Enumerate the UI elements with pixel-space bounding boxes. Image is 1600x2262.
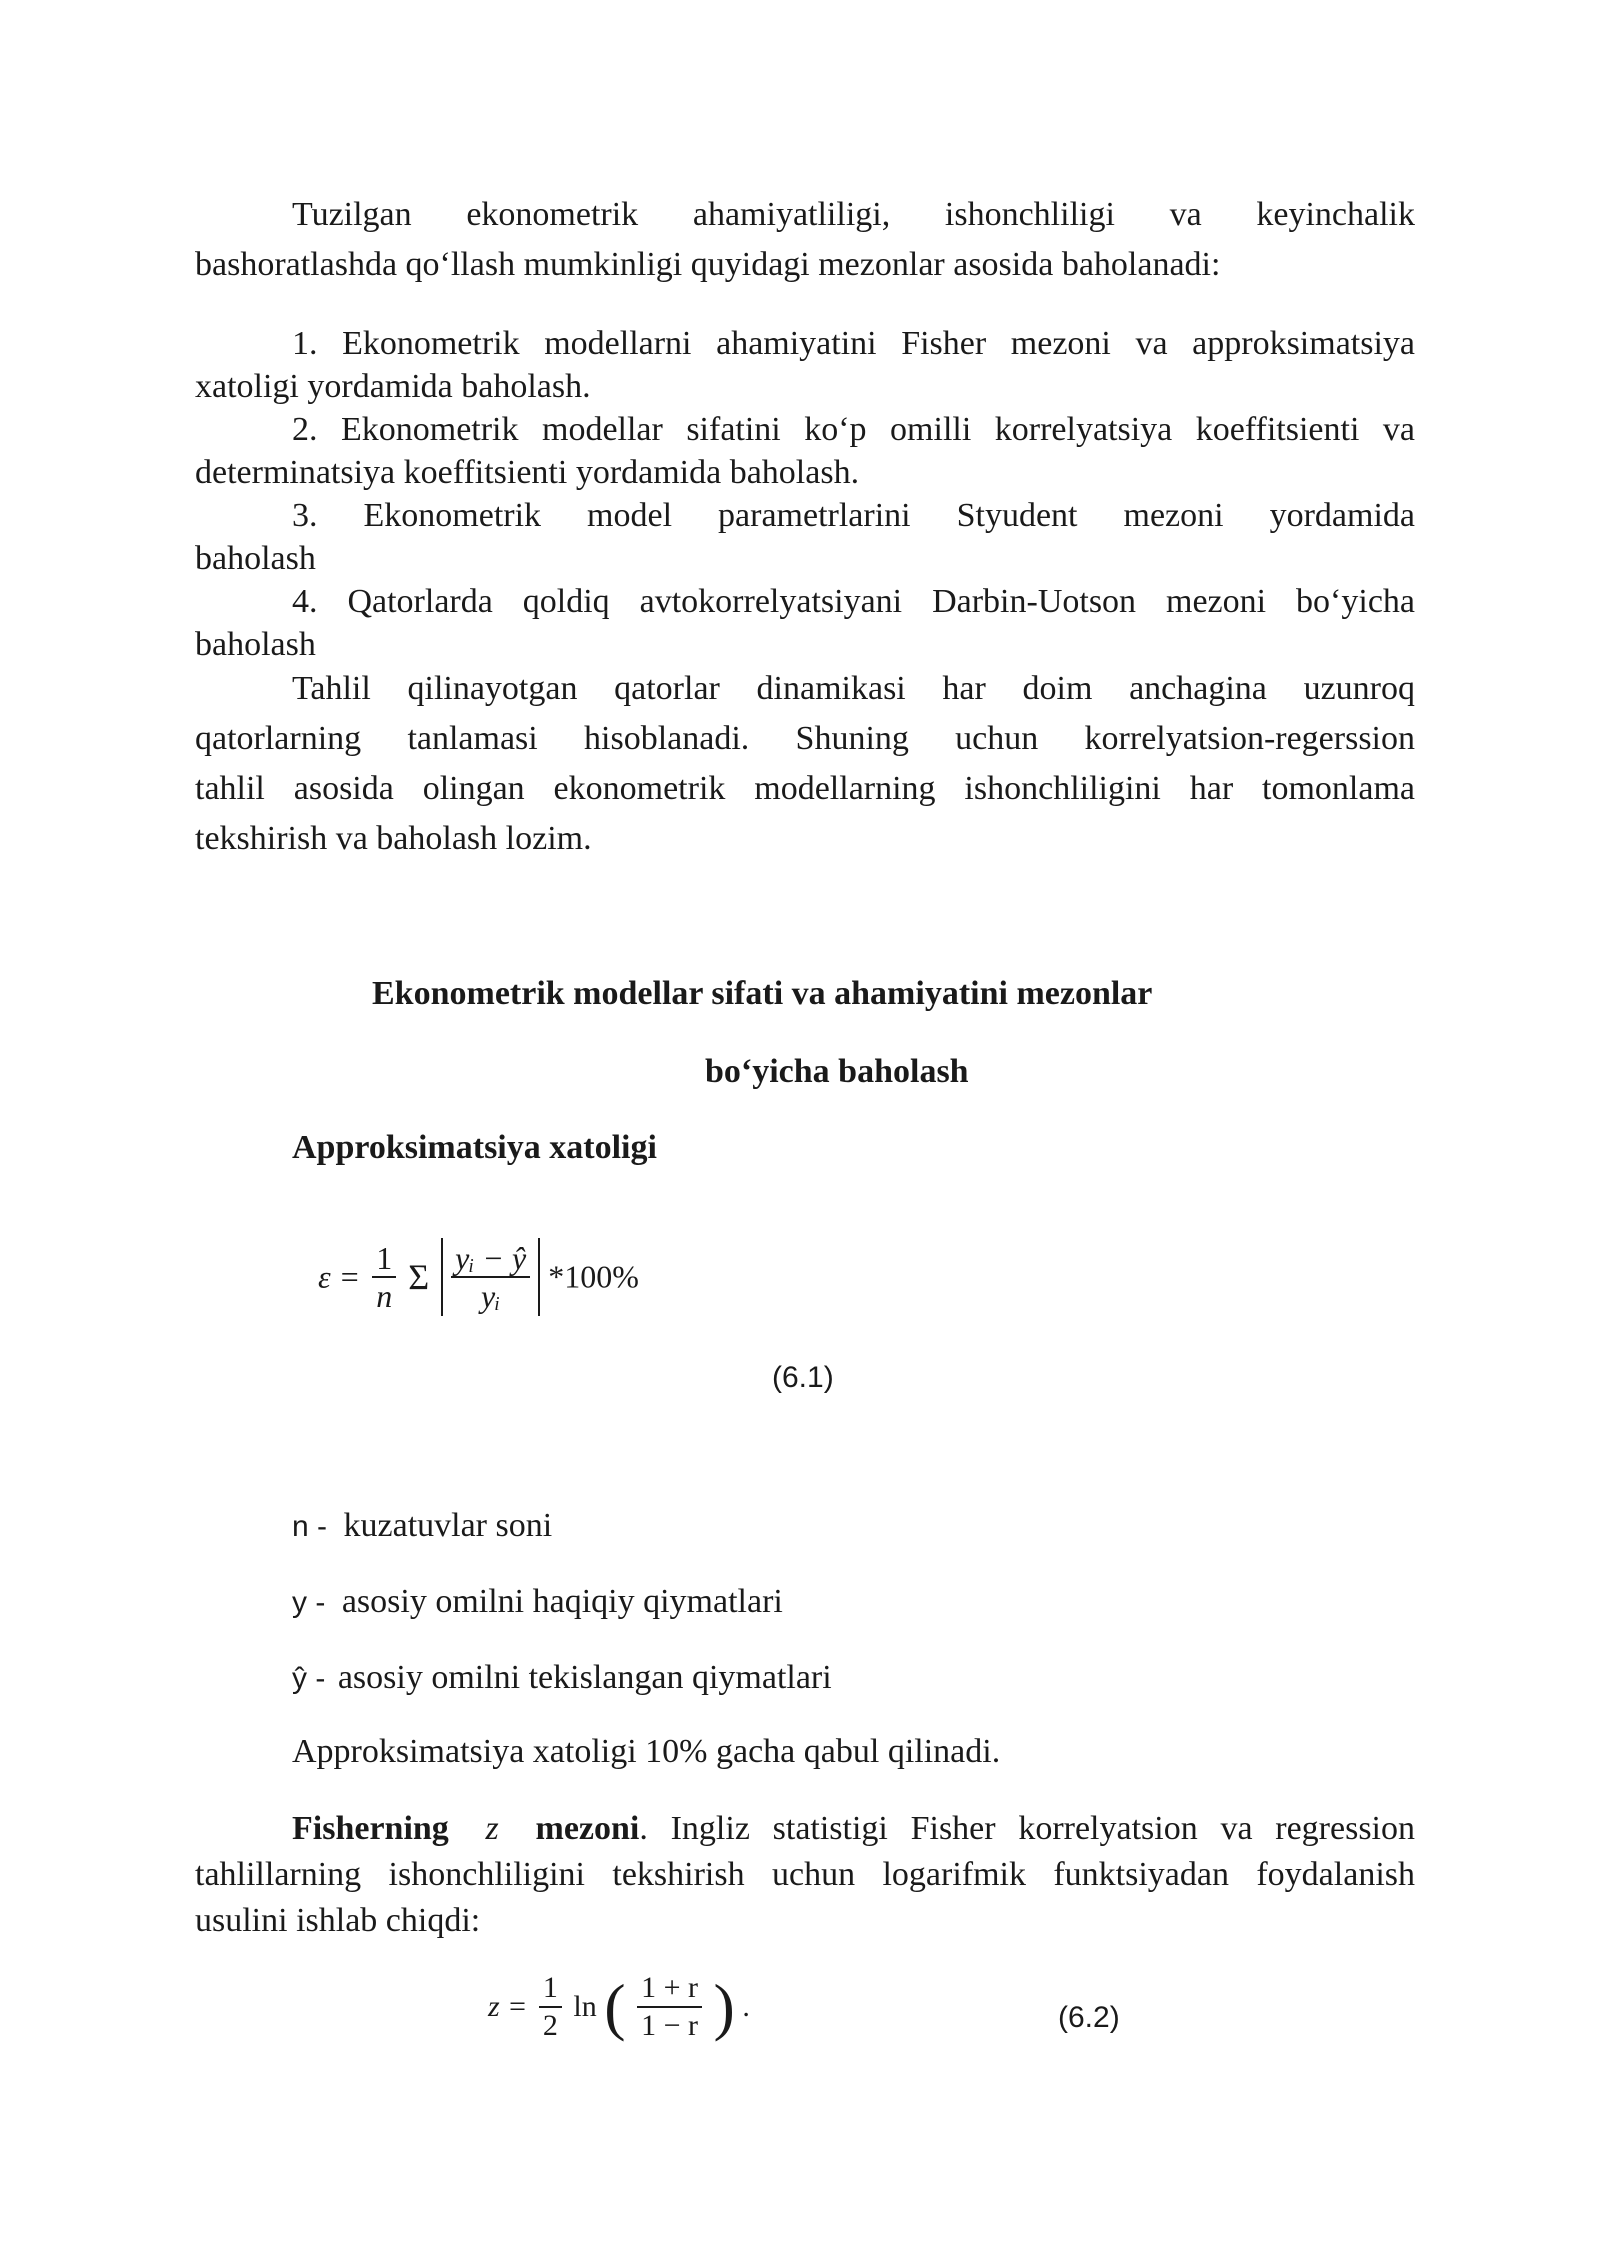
list-item — [195, 580, 1415, 666]
intro-paragraph — [195, 190, 1415, 290]
list-item — [195, 322, 1415, 408]
list-item-line: determinatsiya koeffitsienti yordamida baholash. — [195, 454, 860, 491]
analysis-line-1: Tahlil qilinayotgan qatorlar dinamikasi har doim anchagina uzunroq — [292, 670, 1415, 707]
list-item — [195, 408, 1415, 494]
list-item-line: baholash — [195, 540, 316, 577]
inner-numerator: 1 + r — [637, 1970, 702, 2008]
list-item — [195, 494, 1415, 580]
analysis-paragraph — [195, 664, 1415, 864]
inner-denominator: 1 − r — [641, 2009, 698, 2042]
list-item-line: baholash — [195, 626, 316, 663]
sigma-symbol: Σ — [408, 1257, 430, 1297]
fraction-denominator: n — [376, 1278, 393, 1314]
definition-symbol: y - — [292, 1586, 326, 1619]
formula-fraction — [539, 1970, 562, 2044]
formula-lhs: z = — [488, 1990, 528, 2023]
inner-denominator: yᵢ — [481, 1278, 501, 1314]
intro-line-1: Tuzilgan ekonometrik ahamiyatliligi, ishonchliligi va keyinchalik — [292, 196, 1415, 233]
definition-symbol: ŷ - — [292, 1662, 326, 1695]
formula-fraction — [372, 1240, 396, 1314]
formula-number-6-1: (6.1) — [772, 1361, 834, 1394]
fisher-line-1 — [195, 1806, 1415, 1852]
fisher-z-symbol: z — [485, 1810, 499, 1847]
acceptance-note: Approksimatsiya xatoligi 10% gacha qabul qilinadi. — [292, 1733, 1001, 1770]
definition-y-hat — [292, 1656, 832, 1701]
definition-y — [292, 1580, 783, 1625]
subheading-approximation-error: Approksimatsiya xatoligi — [292, 1129, 657, 1166]
formula-lhs: ε = — [318, 1258, 361, 1295]
formula-number-6-2: (6.2) — [1058, 2001, 1120, 2034]
list-item-line: xatoligi yordamida baholash. — [195, 368, 591, 405]
list-item-line: 1. Ekonometrik modellarni ahamiyatini Fisher mezoni va approksimatsiya — [292, 325, 1415, 362]
inner-fraction — [451, 1240, 530, 1314]
absolute-value — [441, 1238, 540, 1316]
formula-fisher-z — [488, 1970, 750, 2044]
ln-function: ln — [573, 1990, 597, 2023]
fraction-numerator: 1 — [372, 1240, 396, 1278]
formula-tail: *100% — [548, 1258, 639, 1295]
definition-text: asosiy omilni haqiqiy qiymatlari — [341, 1583, 783, 1620]
list-item-line: 3. Ekonometrik model parametrlarini Styudent mezoni yordamida — [292, 497, 1415, 534]
fisher-line-3: usulini ishlab chiqdi: — [195, 1902, 481, 1939]
intro-line-2: bashoratlashda qo‘llash mumkinligi quyidagi mezonlar asosida baholanadi: — [195, 246, 1221, 283]
fisher-term: Fisherning — [292, 1810, 449, 1847]
definition-text: asosiy omilni tekislangan qiymatlari — [337, 1659, 832, 1696]
fraction-denominator: 2 — [542, 2009, 558, 2042]
paren-open: ( — [604, 1971, 626, 2042]
paren-close: ) — [713, 1971, 735, 2042]
inner-numerator: yᵢ − ŷ — [451, 1240, 530, 1278]
analysis-line-2: qatorlarning tanlamasi hisoblanadi. Shuning uchun korrelyatsion-regerssion — [195, 720, 1415, 757]
analysis-line-4: tekshirish va baholash lozim. — [195, 820, 592, 857]
formula-approximation-error — [318, 1238, 639, 1316]
list-item-line: 2. Ekonometrik modellar sifatini ko‘p omilli korrelyatsiya koeffitsienti va — [292, 411, 1415, 448]
list-item-line: 4. Qatorlarda qoldiq avtokorrelyatsiyani Darbin-Uotson mezoni bo‘yicha — [292, 583, 1415, 620]
fisher-term-mezoni: mezoni — [535, 1810, 640, 1847]
analysis-line-3: tahlil asosida olingan ekonometrik modellarning ishonchliligini har tomonlama — [195, 770, 1415, 807]
section-title-line-1: Ekonometrik modellar sifati va ahamiyatini mezonlar — [372, 975, 1153, 1012]
inner-fraction — [637, 1970, 702, 2044]
definition-symbol: n - — [292, 1510, 328, 1543]
criteria-list — [195, 322, 1415, 666]
definition-n — [292, 1504, 552, 1549]
section-title-line-2: bo‘yicha baholash — [705, 1053, 969, 1090]
formula-dot: . — [742, 1990, 750, 2023]
fisher-line-2: tahlillarning ishonchliligini tekshirish uchun logarifmik funktsiyadan foydalanish — [195, 1856, 1415, 1893]
fisher-line-1-rest: . Ingliz statistigi Fisher korrelyatsion va regression — [639, 1810, 1416, 1847]
fraction-numerator: 1 — [539, 1970, 562, 2008]
fisher-paragraph — [195, 1806, 1415, 1944]
definition-text: kuzatuvlar soni — [343, 1507, 553, 1544]
